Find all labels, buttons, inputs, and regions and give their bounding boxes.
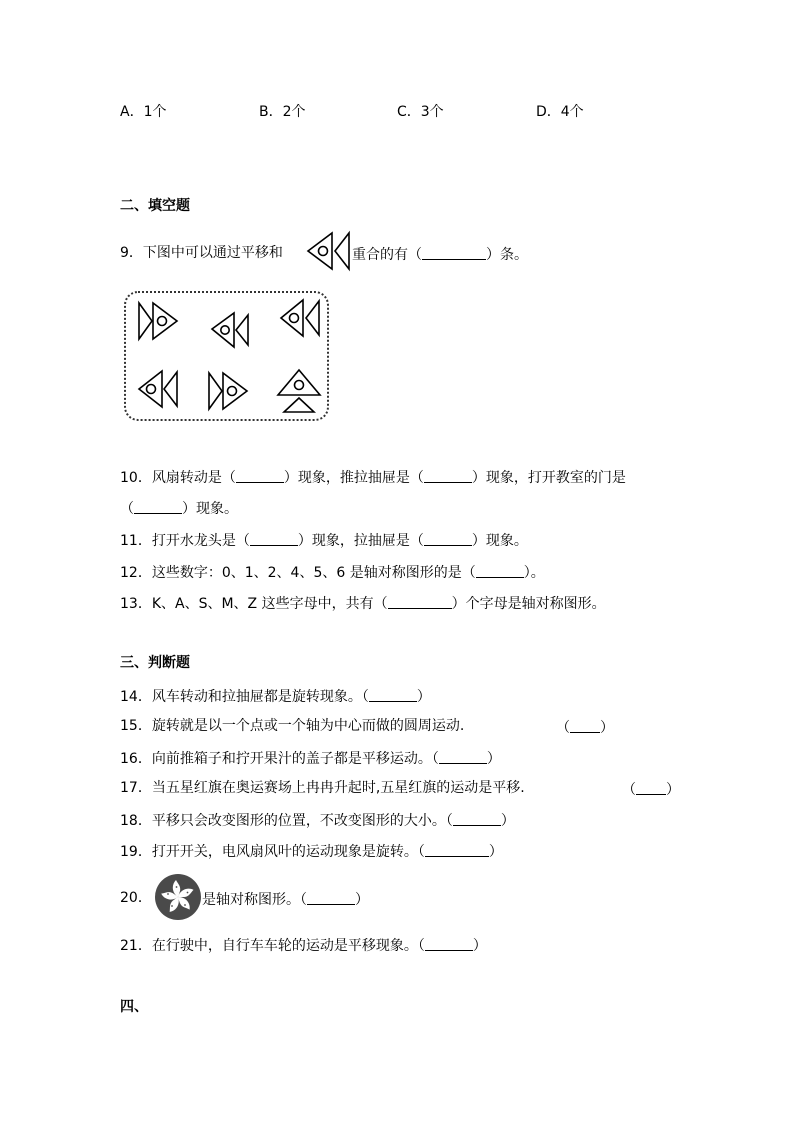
fish-figure-icon	[306, 229, 351, 273]
q14-text-b: ）	[416, 689, 431, 705]
q13-blank[interactable]	[388, 595, 452, 609]
fish-figure-icon	[276, 368, 322, 414]
question-19	[120, 843, 503, 859]
option-c: C．3个	[397, 104, 444, 120]
q21-text-b: ）	[472, 938, 487, 954]
q21-text-a: 在行驶中，自行车车轮的运动是平移现象。（	[151, 938, 425, 954]
q17-number: 17．	[120, 780, 152, 796]
q16-text-a: 向前推箱子和拧开果汁的盖子都是平移运动。（	[151, 751, 439, 767]
question-14	[120, 688, 431, 704]
q9-answer-blank[interactable]	[422, 246, 486, 260]
q20-text-a: 是轴对称图形。（	[202, 892, 307, 908]
fish-figure-icon	[137, 299, 179, 343]
q21-blank[interactable]	[425, 937, 473, 951]
question-12	[120, 564, 545, 580]
question-9	[120, 246, 283, 260]
q9-number: 9．	[120, 245, 143, 261]
question-17	[120, 781, 525, 795]
q11-blank-2[interactable]	[424, 532, 472, 546]
q18-number: 18．	[120, 813, 152, 829]
q9-pre: 下图中可以通过平移和	[142, 245, 283, 261]
q10-text-c: ）现象，打开教室的门是	[471, 470, 626, 486]
q12-number: 12．	[120, 565, 152, 581]
fish-figure-icon	[137, 367, 179, 411]
q17-text-a: 当五星红旗在奥运赛场上冉冉升起时,五星红旗的运动是平移.	[151, 780, 525, 796]
q11-blank-1[interactable]	[250, 532, 298, 546]
q16-text-b: ）	[486, 751, 501, 767]
question-10-line2	[120, 500, 238, 516]
q9-post: 重合的有（	[352, 247, 422, 263]
q15-text-a: 旋转就是以一个点或一个轴为中心而做的圆周运动.	[151, 718, 465, 734]
q17-blank[interactable]	[636, 781, 666, 795]
q11-text-b: ）现象，拉抽屉是（	[297, 533, 424, 549]
q17-text-c: ）	[666, 782, 680, 798]
question-9-rest	[352, 246, 528, 262]
question-11	[120, 532, 528, 548]
q21-number: 21．	[120, 938, 152, 954]
section-title-four: 四、	[120, 999, 148, 1015]
fish-figure-icon	[279, 297, 321, 339]
q12-text-a: 这些数字：0、1、2、4、5、6 是轴对称图形的是（	[151, 565, 476, 581]
question-15-answer	[556, 719, 614, 735]
fish-figure-icon	[207, 369, 249, 413]
q11-text-a: 打开水龙头是（	[151, 533, 250, 549]
question-20	[202, 891, 369, 907]
q19-text-a: 打开开关，电风扇风叶的运动现象是旋转。（	[151, 844, 425, 860]
option-b: B．2个	[259, 104, 306, 120]
q20-text-b: ）	[355, 892, 369, 908]
q16-blank[interactable]	[439, 750, 487, 764]
question-15	[120, 719, 464, 733]
q18-text-a: 平移只会改变图形的位置，不改变图形的大小。（	[151, 813, 453, 829]
q18-blank[interactable]	[453, 812, 501, 826]
question-18	[120, 812, 515, 828]
q15-blank[interactable]	[570, 719, 600, 733]
q10-text-e: ）现象。	[182, 501, 238, 517]
q12-blank[interactable]	[476, 564, 524, 578]
q19-number: 19．	[120, 844, 152, 860]
q9-end: ）条。	[486, 247, 528, 263]
section-title-fill: 二、填空题	[120, 198, 190, 214]
q14-text-a: 风车转动和拉抽屉都是旋转现象。（	[151, 689, 369, 705]
q19-text-b: ）	[488, 844, 503, 860]
question-21	[120, 937, 487, 953]
q15-text-b: （	[556, 720, 570, 736]
q13-number: 13．	[120, 596, 152, 612]
q10-text-b: ）现象，推拉抽屉是（	[283, 470, 424, 486]
q20-blank[interactable]	[307, 891, 355, 905]
q19-blank[interactable]	[425, 843, 489, 857]
q17-text-b: （	[622, 782, 636, 798]
q14-blank[interactable]	[369, 688, 417, 702]
q10-text-a: 风扇转动是（	[151, 470, 236, 486]
q10-blank-1[interactable]	[236, 469, 284, 483]
option-a: A．1个	[120, 104, 167, 120]
bauhinia-emblem-icon	[155, 874, 201, 920]
q13-text-b: ）个字母是轴对称图形。	[451, 596, 606, 612]
q16-number: 16．	[120, 751, 152, 767]
q10-text-d: （	[120, 501, 134, 517]
q10-number: 10．	[120, 470, 152, 486]
q11-number: 11．	[120, 533, 152, 549]
q15-number: 15．	[120, 718, 152, 734]
section-title-judge: 三、判断题	[120, 655, 190, 671]
question-10	[120, 469, 626, 485]
q14-number: 14．	[120, 689, 152, 705]
q15-text-c: ）	[600, 720, 614, 736]
q11-text-c: ）现象。	[471, 533, 528, 549]
q12-text-b: ）。	[523, 565, 545, 581]
question-16	[120, 750, 501, 766]
q13-text-a: K、A、S、M、Z 这些字母中，共有（	[151, 596, 388, 612]
fish-figure-icon	[210, 307, 250, 349]
question-17-answer	[622, 781, 680, 797]
question-20-number: 20．	[120, 890, 152, 906]
question-13	[120, 595, 606, 611]
option-d: D．4个	[536, 104, 584, 120]
q10-blank-2[interactable]	[424, 469, 472, 483]
q18-text-b: ）	[500, 813, 515, 829]
q10-blank-3[interactable]	[134, 500, 182, 514]
